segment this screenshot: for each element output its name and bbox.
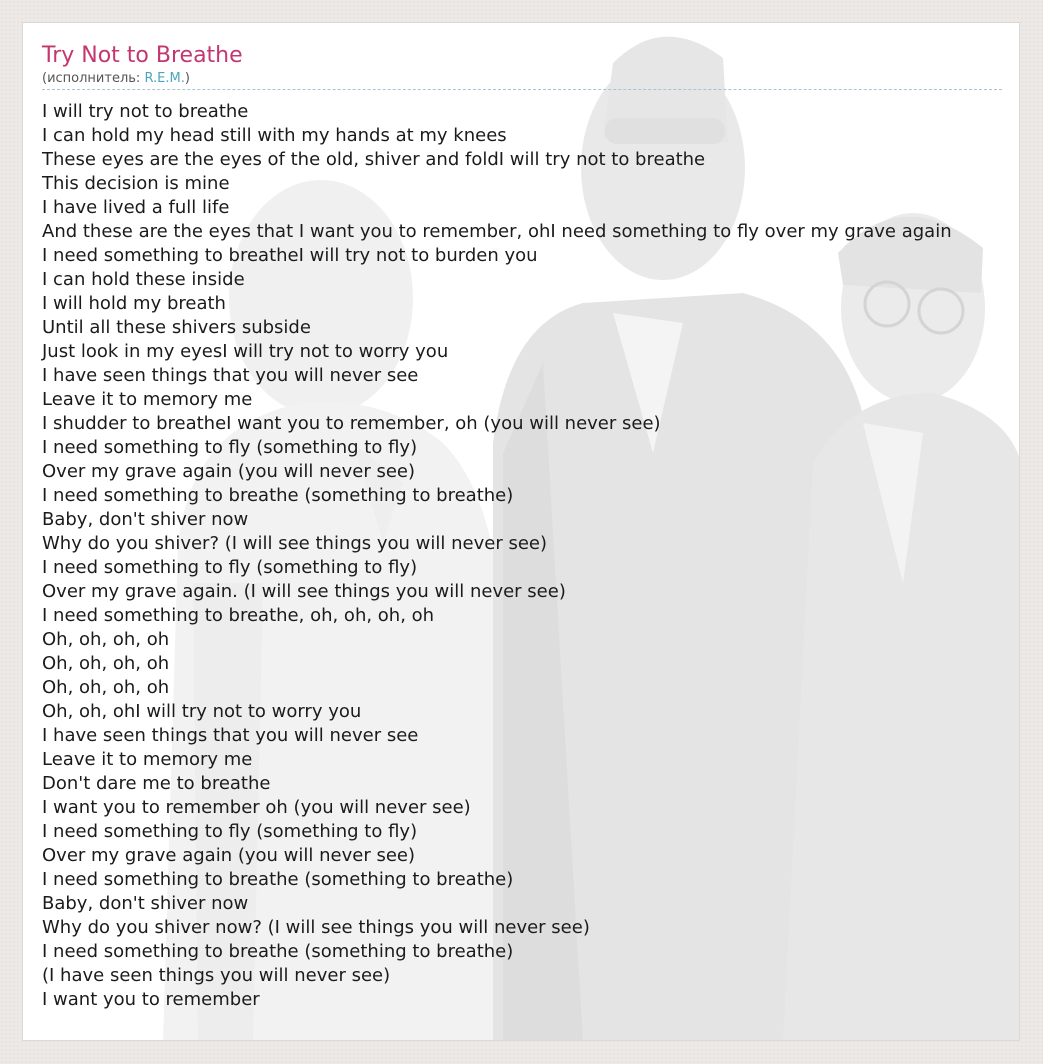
lyric-line: Oh, oh, oh, oh <box>42 653 170 674</box>
lyric-line: Leave it to memory me <box>42 749 253 770</box>
lyric-line: I need something to breathe (something to breathe) <box>42 941 514 962</box>
title-divider <box>42 89 1002 90</box>
lyric-line: These eyes are the eyes of the old, shiver and foldI will try not to breathe <box>42 149 706 170</box>
lyric-line: Over my grave again (you will never see) <box>42 845 415 866</box>
lyric-line: Don't dare me to breathe <box>42 773 271 794</box>
lyric-line: Leave it to memory me <box>42 389 253 410</box>
lyric-line: I want you to remember oh (you will never see) <box>42 797 471 818</box>
lyric-line: I can hold my head still with my hands at my knees <box>42 125 507 146</box>
lyric-line: I need something to fly (something to fly) <box>42 821 418 842</box>
lyric-line: I need something to fly (something to fly) <box>42 437 418 458</box>
lyric-line: This decision is mine <box>42 173 230 194</box>
lyric-line: I need something to fly (something to fly) <box>42 557 418 578</box>
lyric-line: I need something to breathe (something to breathe) <box>42 869 514 890</box>
lyrics-text <box>42 100 1019 1012</box>
lyric-line: I have seen things that you will never see <box>42 725 419 746</box>
lyric-line: I want you to remember <box>42 989 260 1010</box>
artist-link[interactable]: R.E.M. <box>144 71 185 86</box>
lyric-line: I have seen things that you will never see <box>42 365 419 386</box>
lyric-line: Over my grave again. (I will see things you will never see) <box>42 581 566 602</box>
lyric-line: Baby, don't shiver now <box>42 893 249 914</box>
lyric-line: I need something to breathe, oh, oh, oh, oh <box>42 605 435 626</box>
lyric-line: Oh, oh, oh, oh <box>42 629 170 650</box>
lyric-line: Baby, don't shiver now <box>42 509 249 530</box>
lyric-line: Over my grave again (you will never see) <box>42 461 415 482</box>
lyric-line: I will hold my breath <box>42 293 226 314</box>
lyric-line: And these are the eyes that I want you to remember, ohI need something to fly over my grave again <box>42 221 952 242</box>
artist-prefix: (исполнитель: <box>42 71 145 86</box>
lyric-line: Oh, oh, oh, oh <box>42 677 170 698</box>
lyric-line: Until all these shivers subside <box>42 317 311 338</box>
lyric-line: Oh, oh, ohI will try not to worry you <box>42 701 362 722</box>
lyric-line: I have lived a full life <box>42 197 230 218</box>
lyric-line: I shudder to breatheI want you to remember, oh (you will never see) <box>42 413 661 434</box>
lyric-line: (I have seen things you will never see) <box>42 965 391 986</box>
lyric-line: I need something to breathe (something to breathe) <box>42 485 514 506</box>
lyric-line: I need something to breatheI will try not to burden you <box>42 245 538 266</box>
song-title: Try Not to Breathe <box>42 43 243 68</box>
song-content <box>42 41 1019 1012</box>
artist-line <box>42 71 1019 87</box>
lyric-line: Just look in my eyesI will try not to worry you <box>42 341 449 362</box>
artist-suffix: ) <box>184 71 190 86</box>
lyric-line: I can hold these inside <box>42 269 245 290</box>
lyric-line: I will try not to breathe <box>42 101 249 122</box>
lyric-line: Why do you shiver? (I will see things you will never see) <box>42 533 547 554</box>
lyric-line: Why do you shiver now? (I will see things you will never see) <box>42 917 590 938</box>
lyrics-card <box>22 22 1020 1041</box>
